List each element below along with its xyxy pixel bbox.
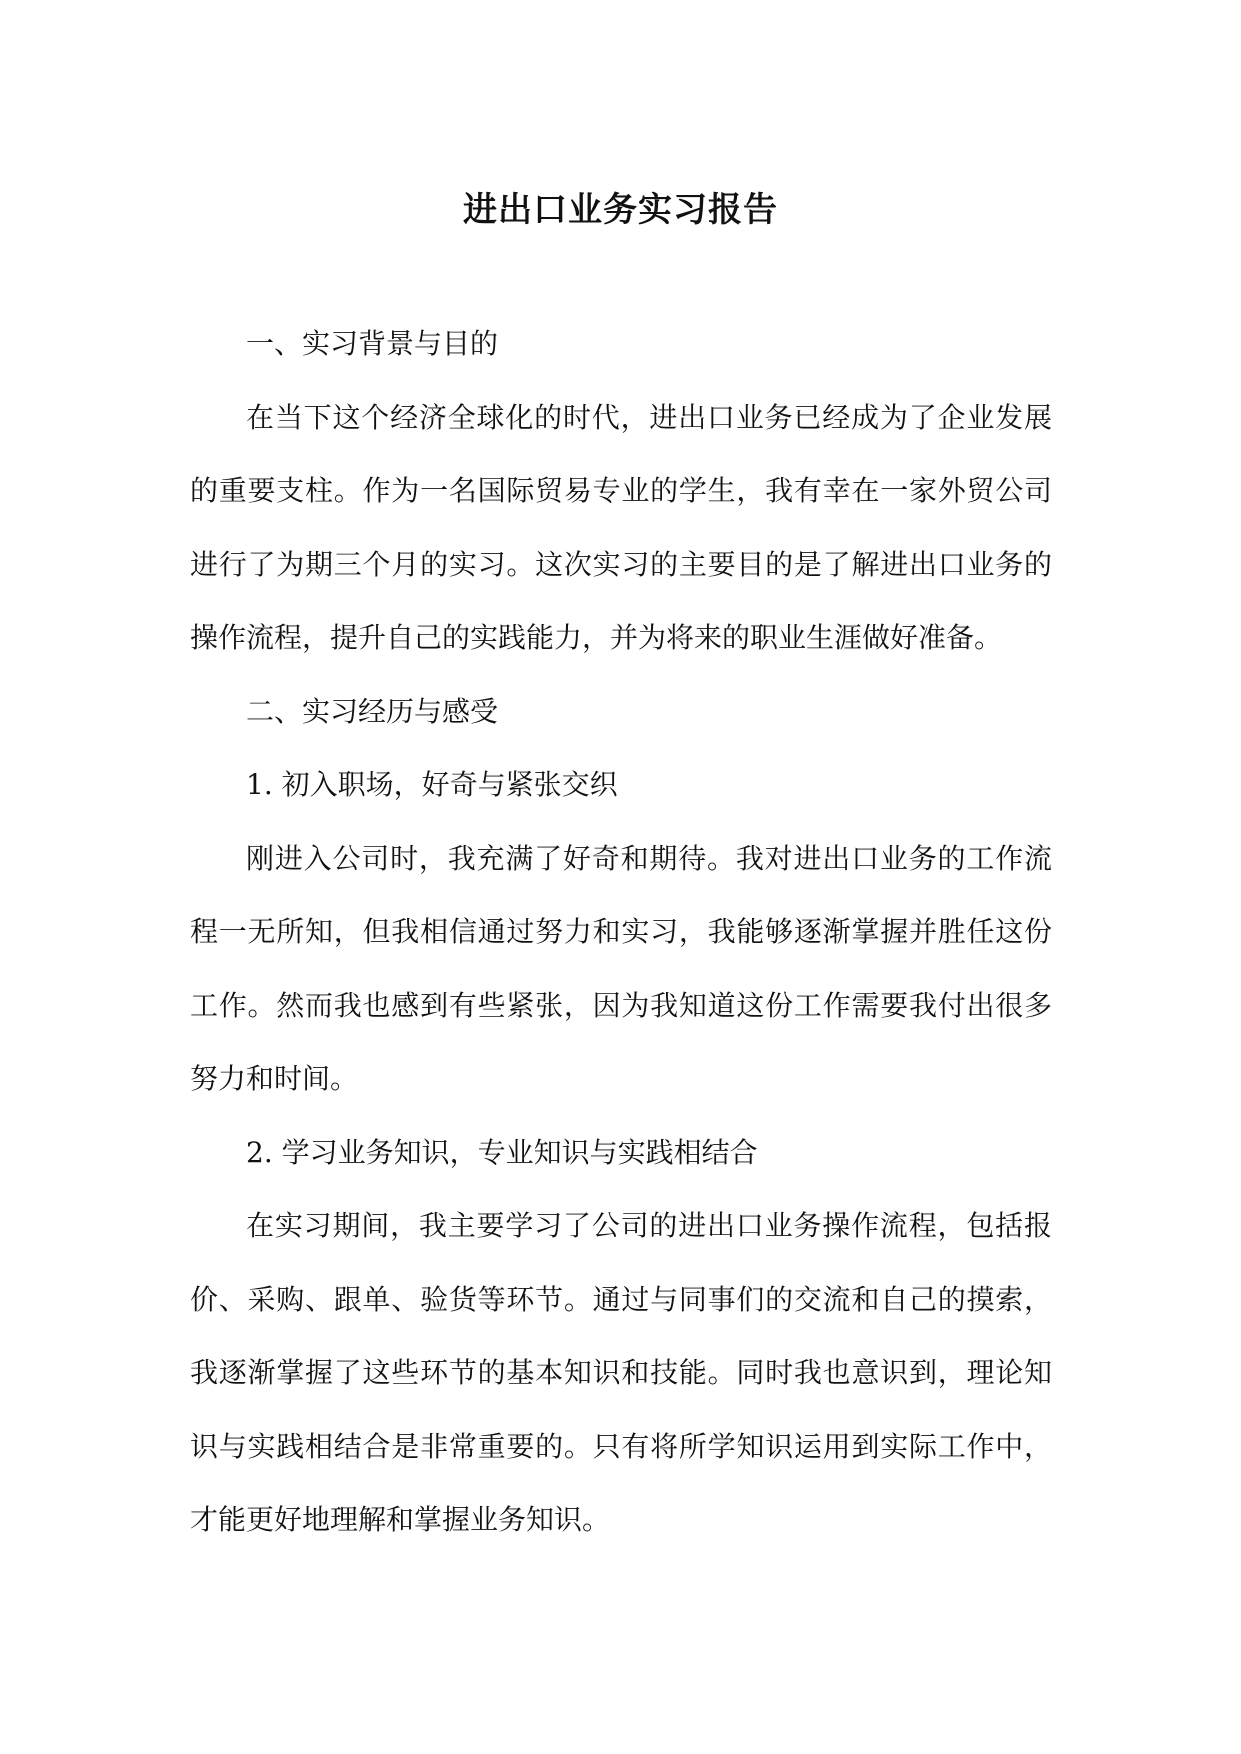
paragraph-learning: 在实习期间，我主要学习了公司的进出口业务操作流程，包括报价、采购、跟单、验货等环节。通过与同事们的交流和自己的摸索，我逐渐掌握了这些环节的基本知识和技能。同时我也意识到，理论知识与实践相结合是非常重要的。只有将所学知识运用到实际工作中，才能更好地理解和掌握业务知识。: [190, 1209, 1052, 1536]
subheading-learning: 2. 学习业务知识，专业知识与实践相结合: [246, 1135, 758, 1169]
section-heading-background: 一、实习背景与目的: [246, 327, 499, 360]
section-heading-experience: 二、实习经历与感受: [246, 694, 499, 728]
document-body: [190, 307, 1052, 1557]
document-title: 进出口业务实习报告: [463, 190, 778, 230]
paragraph-background: 在当下这个经济全球化的时代，进出口业务已经成为了企业发展的重要支柱。作为一名国际贸易专业的学生，我有幸在一家外贸公司进行了为期三个月的实习。这次实习的主要目的是了解进出口业务的操作流程，提升自己的实践能力，并为将来的职业生涯做好准备。: [190, 400, 1052, 654]
subheading-first-job: 1. 初入职场，好奇与紧张交织: [246, 768, 618, 801]
paragraph-first-job: 刚进入公司时，我充满了好奇和期待。我对进出口业务的工作流程一无所知，但我相信通过努力和实习，我能够逐渐掌握并胜任这份工作。然而我也感到有些紧张，因为我知道这份工作需要我付出很多努力和时间。: [190, 841, 1052, 1095]
